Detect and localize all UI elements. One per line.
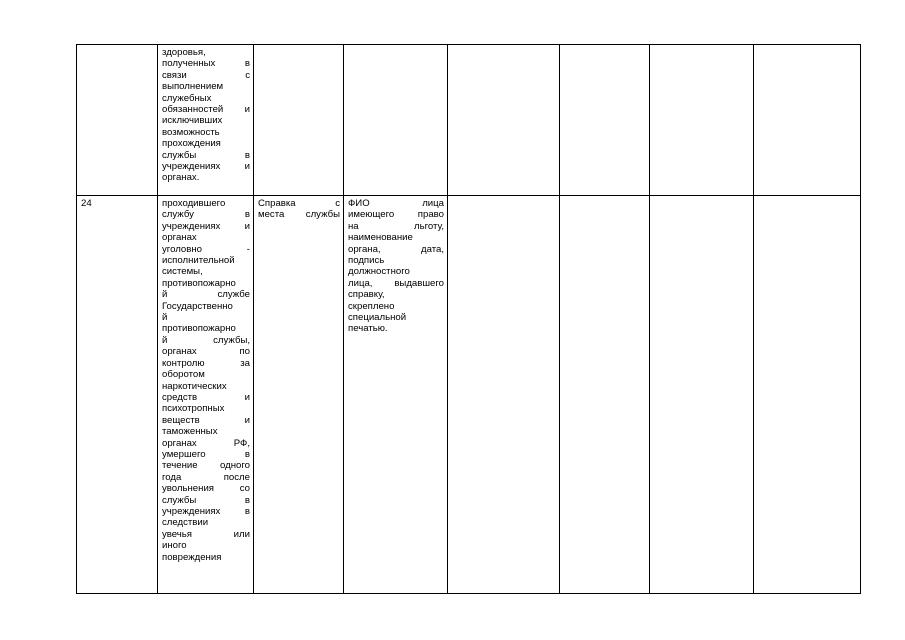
cell-requirements (344, 196, 448, 594)
cell-text: здоровья, полученных в связи с выполнением служебных обязанностей и исключивших возможность прохождения службы в учреждениях и органах. (162, 47, 250, 184)
cell-empty (754, 196, 861, 594)
cell-document (254, 196, 344, 594)
cell-empty (650, 196, 754, 594)
cell-empty (448, 196, 560, 594)
cell-number (77, 196, 158, 594)
table-row (77, 45, 861, 196)
cell-empty (560, 196, 650, 594)
document-table (76, 44, 861, 594)
cell-empty (560, 45, 650, 196)
cell-empty (754, 45, 861, 196)
cell-number (77, 45, 158, 196)
cell-document (254, 45, 344, 196)
cell-text: проходившего службу в учреждениях и органах уголовно - исполнительной системы, противопожарно й службе Государственно й противопожарно й службы, органах по контролю за оборотом наркотических средств и психотропных веществ и таможенных органах РФ, умершего в течение одного года после увольнения со службы в учреждениях в следствии увечья или иного повреждения (162, 198, 250, 563)
cell-requirements (344, 45, 448, 196)
cell-empty (448, 45, 560, 196)
cell-text: ФИО лица имеющего право на льготу, наименование органа, дата, подпись должностного лица, выдавшего справку, скреплено специальной печатью. (348, 198, 444, 335)
table-row (77, 196, 861, 594)
cell-empty (650, 45, 754, 196)
cell-text: Справка с места службы (258, 198, 340, 221)
cell-category (158, 196, 254, 594)
cell-category (158, 45, 254, 196)
cell-text: 24 (81, 198, 92, 209)
